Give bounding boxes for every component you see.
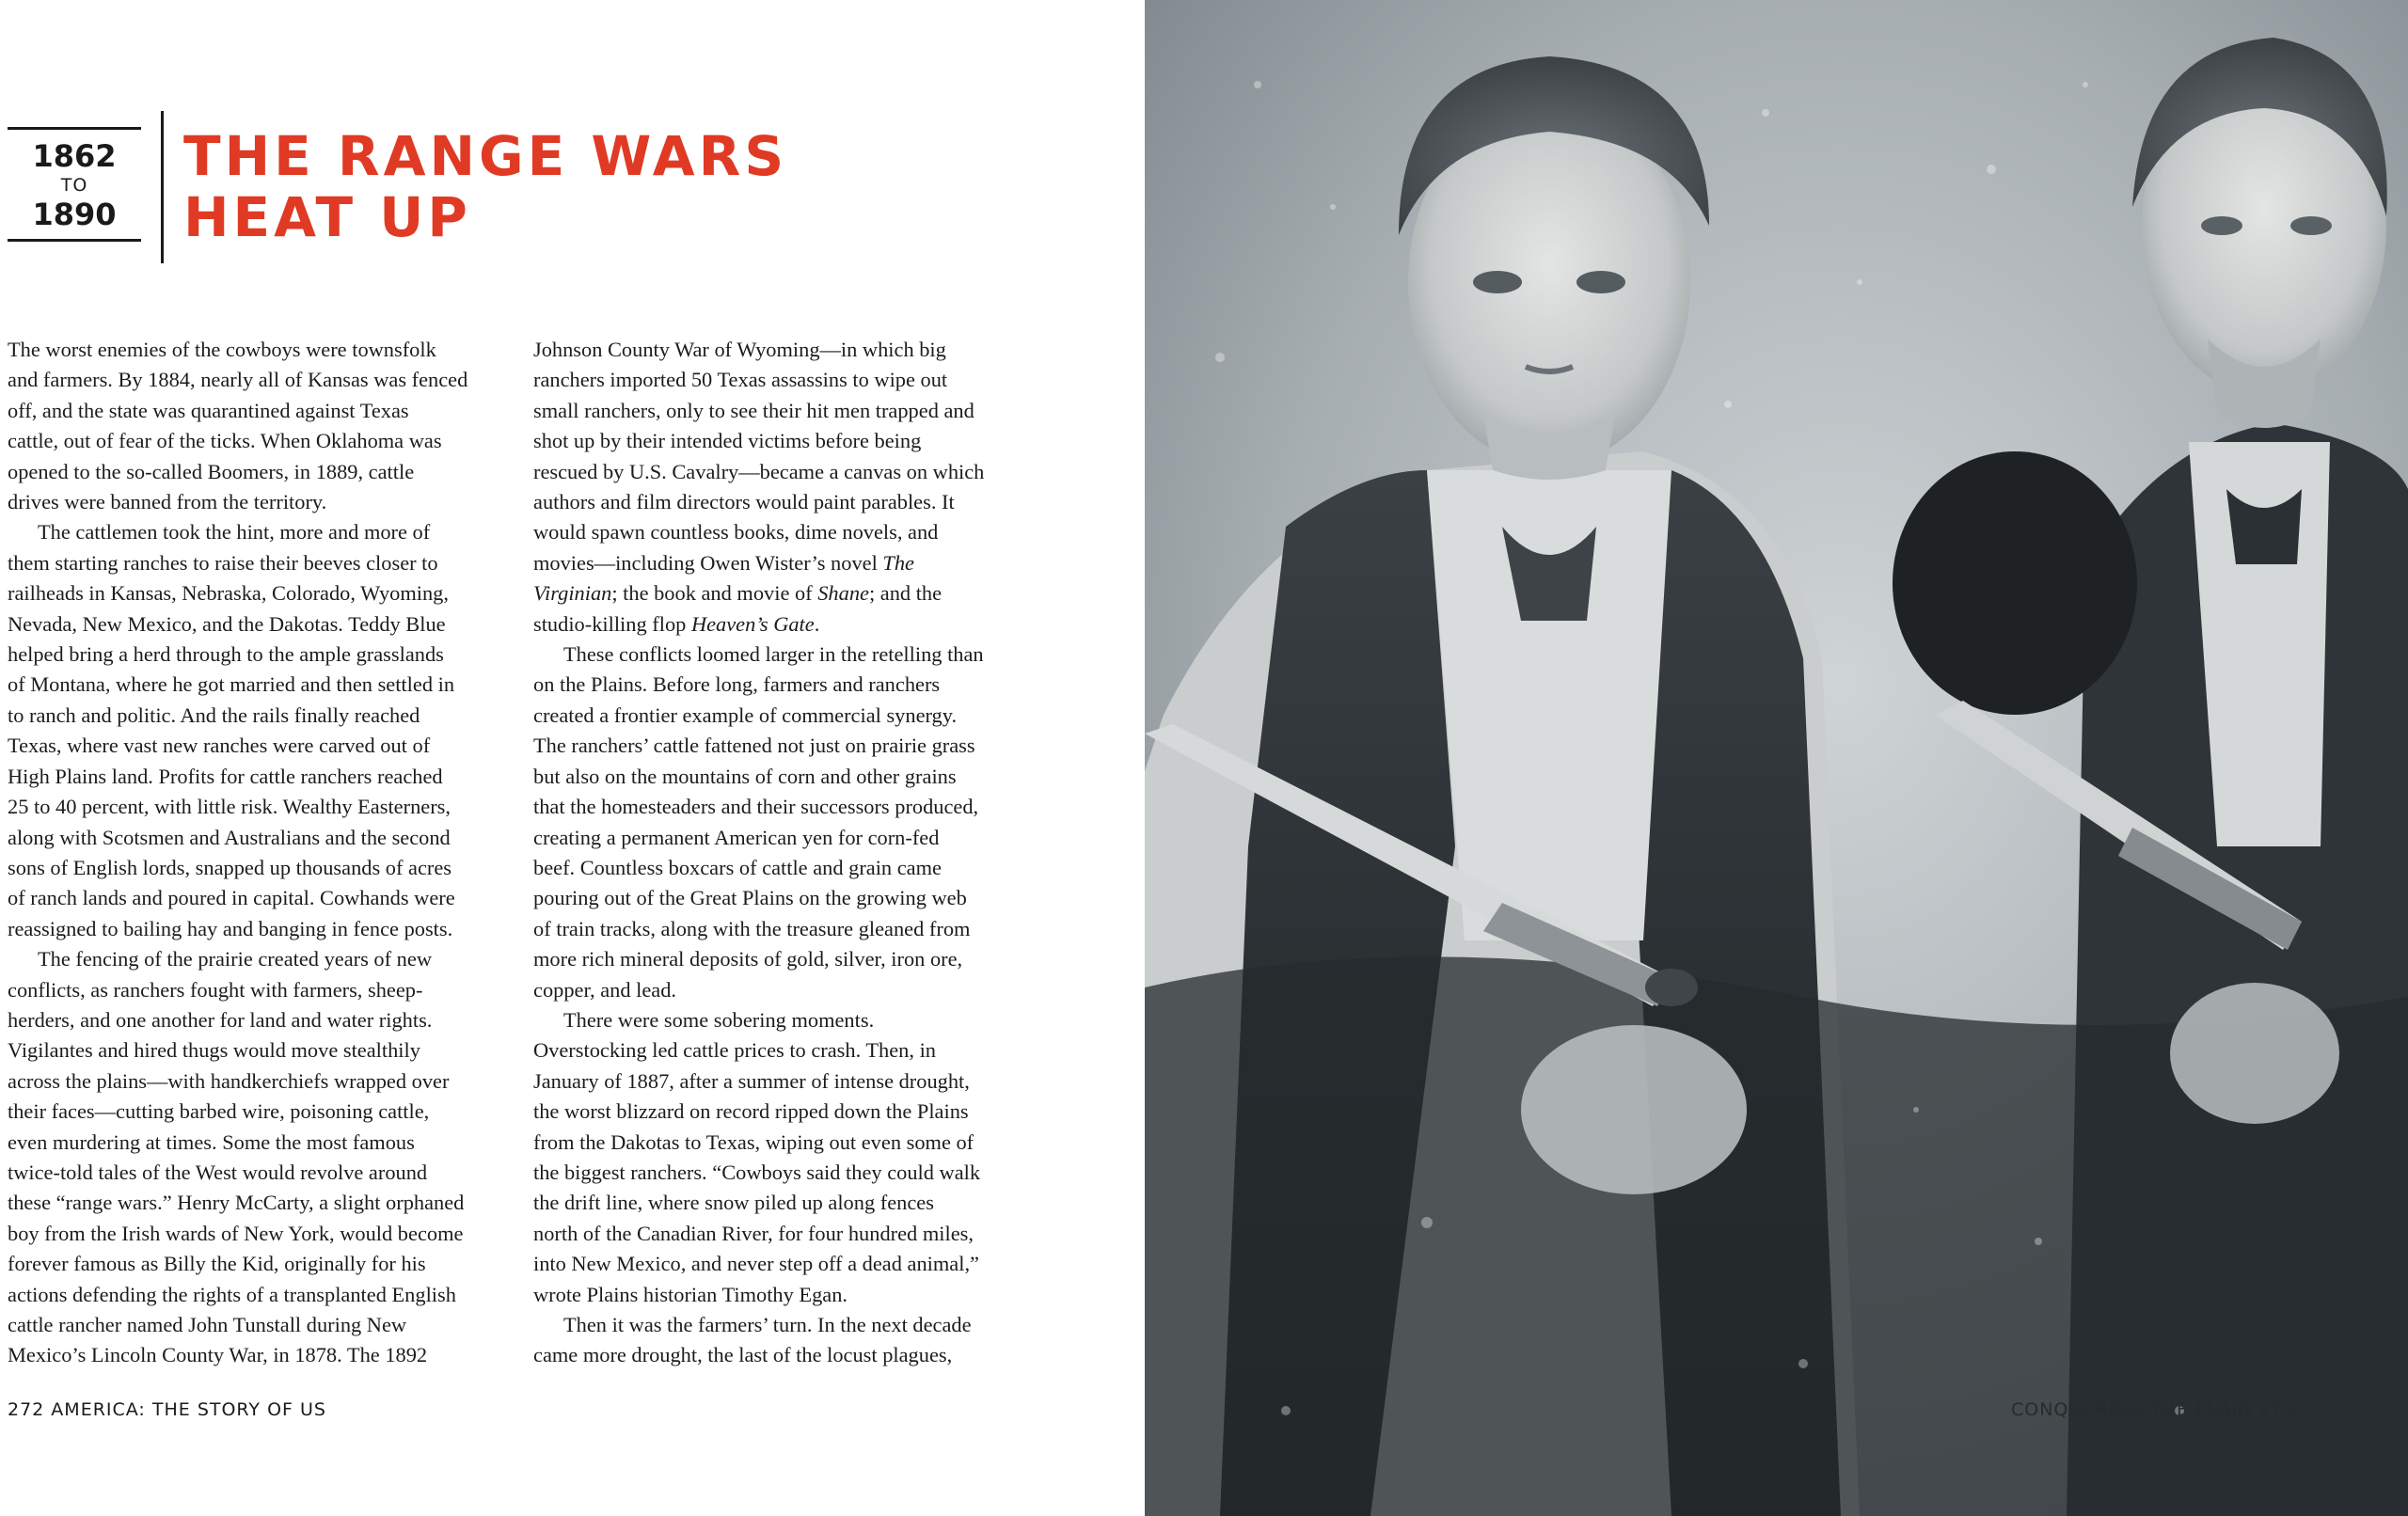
text-line: 25 to 40 percent, with little risk. Wealthy Easterners,: [8, 795, 451, 819]
text-line: beef. Countless boxcars of cattle and grain came: [533, 855, 942, 879]
text-run: ; and the: [868, 581, 943, 606]
text-line: cattle, out of fear of the ticks. When Oklahoma was: [8, 429, 442, 453]
text-line: of Montana, where he got married and then settled in: [8, 672, 455, 697]
paragraph: [533, 1310, 1032, 1371]
text-line: even murdering at times. Some the most famous: [8, 1129, 415, 1154]
text-line: drives were banned from the territory.: [8, 490, 327, 514]
text-line: on the Plains. Before long, farmers and ranchers: [533, 672, 941, 697]
text-line: wrote Plains historian Timothy Egan.: [533, 1282, 848, 1306]
italic-title: Virginian: [533, 581, 612, 606]
body-column-left: [8, 335, 506, 1371]
photo-illustration: [1145, 0, 2408, 1516]
date-top-rule: [8, 127, 141, 130]
text-line: cattle rancher named John Tunstall during New: [8, 1313, 407, 1336]
text-line: the worst blizzard on record ripped down the Plains: [533, 1099, 969, 1124]
paragraph: [533, 1005, 1032, 1310]
text-line: but also on the mountains of corn and other grains: [533, 764, 957, 788]
text-line: came more drought, the last of the locust plagues,: [533, 1343, 953, 1367]
italic-title: The: [882, 550, 914, 575]
text-line: shot up by their intended victims before being: [533, 429, 922, 453]
text-line: railheads in Kansas, Nebraska, Colorado, Wyoming,: [8, 581, 449, 606]
body-column-right: [533, 335, 1032, 1371]
text-line: created a frontier example of commercial synergy.: [533, 703, 958, 727]
text-line: small ranchers, only to see their hit men trapped and: [533, 398, 974, 422]
folio-left: 272 AMERICA: THE STORY OF US: [8, 1399, 326, 1420]
date-connector: TO: [60, 175, 88, 196]
folio-right: CONQUERING THE PLAIN 273: [2011, 1399, 2296, 1420]
text-line: Nevada, New Mexico, and the Dakotas. Teddy Blue: [8, 611, 446, 636]
text-line: of ranch lands and poured in capital. Cowhands were: [8, 886, 455, 910]
text-line: twice-told tales of the West would revolve around: [8, 1160, 428, 1184]
text-line: pouring out of the Great Plains on the growing web: [533, 886, 967, 910]
text-line: of train tracks, along with the treasure gleaned from: [533, 916, 971, 940]
text-line: these “range wars.” Henry McCarty, a slight orphaned: [8, 1191, 465, 1215]
text-line: [533, 578, 1032, 608]
text-line: would spawn countless books, dime novels, and: [533, 520, 939, 545]
text-line: creating a permanent American yen for corn-fed: [533, 825, 940, 849]
text-line: The fencing of the prairie created years of new: [38, 947, 432, 971]
text-line: These conflicts loomed larger in the retelling than: [563, 642, 984, 667]
text-line: sons of English lords, snapped up thousands of acres: [8, 855, 452, 879]
text-line: and farmers. By 1884, nearly all of Kansas was fenced: [8, 368, 468, 392]
text-line: the drift line, where snow piled up along fences: [533, 1191, 934, 1215]
text-line: Vigilantes and hired thugs would move stealthily: [8, 1038, 420, 1063]
text-line: conflicts, as ranchers fought with farmers, sheep-: [8, 977, 423, 1002]
paragraph: [8, 517, 506, 944]
text-line: off, and the state was quarantined against Texas: [8, 398, 409, 422]
text-line: them starting ranches to raise their beeves closer to: [8, 550, 438, 575]
text-line: across the plains—with handkerchiefs wrapped over: [8, 1068, 450, 1093]
text-line: The worst enemies of the cowboys were townsfolk: [8, 338, 436, 361]
text-line: [533, 548, 1032, 578]
text-line: forever famous as Billy the Kid, originally for his: [8, 1252, 426, 1276]
text-line: that the homesteaders and their successors produced,: [533, 795, 979, 819]
hand-right: [2170, 983, 2339, 1124]
text-line: Overstocking led cattle prices to crash. Then, in: [533, 1038, 936, 1063]
title-divider: [161, 111, 164, 263]
tintype-photograph: [1145, 0, 2408, 1516]
text-line: the biggest ranchers. “Cowboys said they could walk: [533, 1160, 981, 1184]
text-line: north of the Canadian River, for four hundred miles,: [533, 1221, 974, 1245]
text-run: .: [814, 611, 820, 636]
text-run: studio-killing flop: [533, 611, 691, 636]
paragraph: [533, 335, 1032, 640]
text-line: copper, and lead.: [533, 977, 677, 1002]
text-line: herders, and one another for land and water rights.: [8, 1007, 433, 1032]
hand-left: [1521, 1025, 1747, 1194]
text-line: January of 1887, after a summer of intense drought,: [533, 1068, 970, 1093]
text-line: helped bring a herd through to the ample grasslands: [8, 642, 444, 667]
text-line: Mexico’s Lincoln County War, in 1878. The 1892: [8, 1343, 428, 1367]
text-line: their faces—cutting barbed wire, poisoning cattle,: [8, 1099, 430, 1124]
text-run: movies—including Owen Wister’s novel: [533, 550, 883, 575]
date-bottom-rule: [8, 239, 141, 242]
text-line: reassigned to bailing hay and banging in fence posts.: [8, 916, 453, 940]
text-line: authors and film directors would paint parables. It: [533, 490, 955, 514]
date-start: 1862: [32, 138, 117, 174]
text-line: ranchers imported 50 Texas assassins to wipe out: [533, 368, 948, 392]
text-line: actions defending the rights of a transplanted English: [8, 1282, 456, 1306]
text-line: along with Scotsmen and Australians and the second: [8, 825, 451, 849]
chapter-title: [183, 126, 787, 248]
text-line: There were some sobering moments.: [563, 1007, 875, 1032]
text-line: into New Mexico, and never step off a dead animal,”: [533, 1252, 979, 1276]
text-line: opened to the so-called Boomers, in 1889, cattle: [8, 459, 415, 483]
paragraph: [533, 640, 1032, 1005]
dark-blotch: [1893, 451, 2137, 715]
italic-title: Heaven’s Gate: [690, 611, 815, 636]
text-line: Then it was the farmers’ turn. In the next decade: [563, 1313, 972, 1336]
text-line: rescued by U.S. Cavalry—became a canvas on which: [533, 459, 985, 483]
text-line: to ranch and politic. And the rails finally reached: [8, 703, 420, 727]
paragraph: [8, 335, 506, 517]
title-line-2: HEAT UP: [183, 185, 471, 249]
text-line: [533, 609, 1032, 640]
text-line: The cattlemen took the hint, more and more of: [38, 520, 431, 545]
title-line-1: THE RANGE WARS: [183, 124, 788, 188]
date-end: 1890: [32, 197, 117, 232]
text-run: ; the book and movie of: [611, 581, 818, 606]
text-line: Texas, where vast new ranches were carved out of: [8, 734, 431, 758]
italic-title: Shane: [817, 581, 869, 606]
text-line: boy from the Irish wards of New York, would become: [8, 1221, 464, 1245]
text-line: from the Dakotas to Texas, wiping out even some of: [533, 1129, 974, 1154]
left-page: [0, 0, 1145, 1516]
text-line: High Plains land. Profits for cattle ranchers reached: [8, 764, 443, 788]
text-line: The ranchers’ cattle fattened not just on prairie grass: [533, 734, 975, 758]
paragraph: [8, 944, 506, 1371]
date-range-block: [8, 127, 141, 242]
text-line: more rich mineral deposits of gold, silver, iron ore,: [533, 947, 963, 971]
text-line: Johnson County War of Wyoming—in which big: [533, 338, 946, 361]
